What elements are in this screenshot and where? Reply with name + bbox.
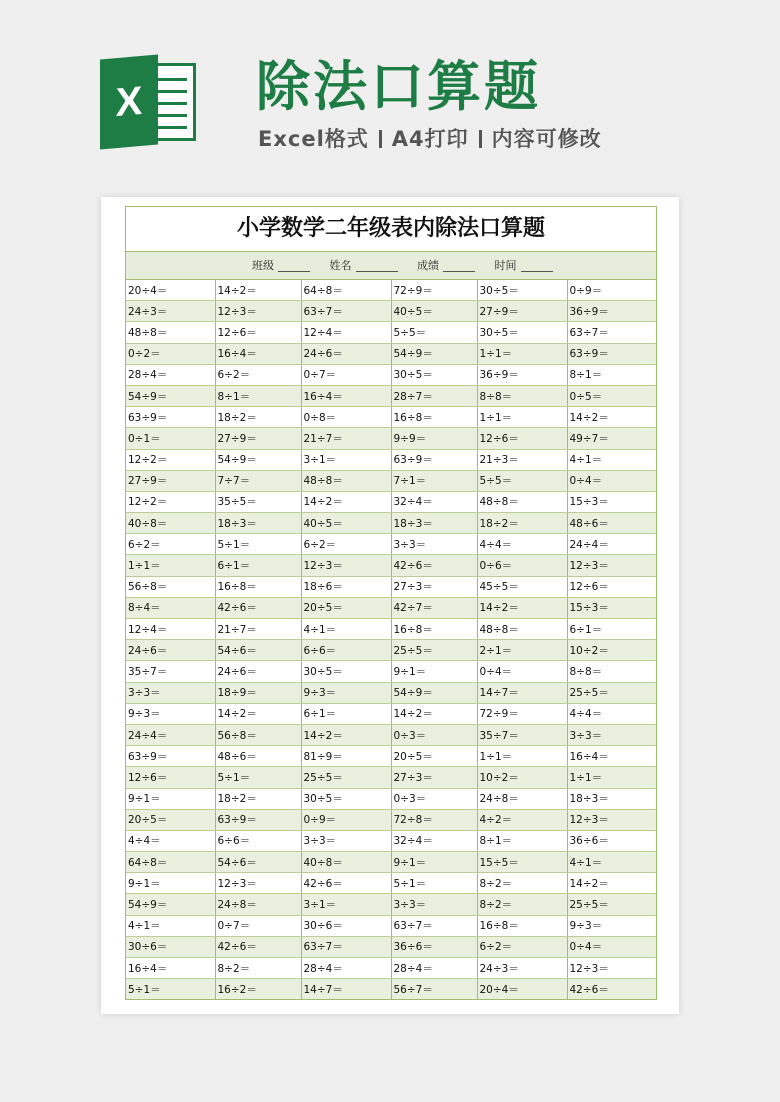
- problem-row: [126, 873, 656, 894]
- problem-cell[interactable]: 63÷7＝: [567, 322, 656, 343]
- problem-cell[interactable]: 0÷9＝: [567, 280, 656, 301]
- problem-cell[interactable]: 18÷3＝: [391, 513, 477, 534]
- problem-cell[interactable]: 36÷9＝: [567, 301, 656, 322]
- problem-cell[interactable]: 9÷1＝: [126, 873, 215, 894]
- problem-cell[interactable]: 12÷2＝: [126, 449, 215, 470]
- problem-cell[interactable]: 12÷4＝: [126, 619, 215, 640]
- problem-cell[interactable]: 40÷8＝: [301, 852, 391, 873]
- problem-cell[interactable]: 12÷6＝: [477, 428, 567, 449]
- problem-cell[interactable]: 9÷3＝: [301, 682, 391, 703]
- problem-cell[interactable]: 2÷1＝: [477, 640, 567, 661]
- excel-logo-letter: X: [100, 54, 158, 149]
- problem-cell[interactable]: 14÷2＝: [567, 873, 656, 894]
- problem-cell[interactable]: 24÷3＝: [477, 958, 567, 979]
- problem-row: [126, 682, 656, 703]
- problem-cell[interactable]: 25÷5＝: [567, 894, 656, 915]
- problem-cell[interactable]: 12÷4＝: [301, 322, 391, 343]
- problem-row: [126, 555, 656, 576]
- problem-cell[interactable]: 10÷2＝: [477, 767, 567, 788]
- problem-cell[interactable]: 63÷9＝: [126, 407, 215, 428]
- problem-cell[interactable]: 12÷2＝: [126, 491, 215, 512]
- problem-row: [126, 576, 656, 597]
- worksheet-title: 小学数学二年级表内除法口算题: [126, 207, 656, 252]
- problem-cell[interactable]: 63÷7＝: [301, 301, 391, 322]
- problem-cell[interactable]: 5÷1＝: [215, 534, 301, 555]
- problem-row: [126, 597, 656, 618]
- time-label: 时间: [494, 259, 517, 272]
- problem-row: [126, 724, 656, 745]
- problem-row: [126, 491, 656, 512]
- problem-cell[interactable]: 12÷3＝: [301, 555, 391, 576]
- problem-cell[interactable]: 27÷3＝: [391, 576, 477, 597]
- score-label: 成绩: [417, 259, 439, 272]
- problem-cell[interactable]: 16÷4＝: [301, 385, 391, 406]
- problem-cell[interactable]: 42÷6＝: [567, 979, 656, 1000]
- problem-cell[interactable]: 14÷2＝: [567, 407, 656, 428]
- problem-cell[interactable]: 16÷8＝: [391, 619, 477, 640]
- problem-cell[interactable]: 48÷8＝: [477, 491, 567, 512]
- problem-cell[interactable]: 14÷7＝: [301, 979, 391, 1000]
- page-title: 除法口算题: [256, 55, 541, 118]
- problem-cell[interactable]: 18÷9＝: [215, 682, 301, 703]
- problem-cell[interactable]: 14÷7＝: [477, 682, 567, 703]
- problem-cell[interactable]: 14÷2＝: [215, 280, 301, 301]
- separator: [479, 130, 482, 148]
- problem-cell[interactable]: 16÷4＝: [215, 343, 301, 364]
- problem-cell[interactable]: 20÷5＝: [391, 746, 477, 767]
- problem-cell[interactable]: 12÷3＝: [215, 301, 301, 322]
- problem-cell[interactable]: 28÷4＝: [126, 364, 215, 385]
- problem-cell[interactable]: 42÷7＝: [391, 597, 477, 618]
- problem-cell[interactable]: 21÷7＝: [301, 428, 391, 449]
- problem-cell[interactable]: 12÷3＝: [567, 809, 656, 830]
- problem-row: [126, 364, 656, 385]
- problem-cell[interactable]: 16÷2＝: [215, 979, 301, 1000]
- problem-cell[interactable]: 0÷7＝: [215, 915, 301, 936]
- problem-cell[interactable]: 9÷1＝: [391, 852, 477, 873]
- problem-cell[interactable]: 12÷3＝: [567, 958, 656, 979]
- problem-cell[interactable]: 0÷2＝: [126, 343, 215, 364]
- worksheet: [125, 206, 657, 1000]
- problem-cell[interactable]: 36÷6＝: [391, 936, 477, 957]
- problem-cell[interactable]: 9÷3＝: [126, 703, 215, 724]
- subtitle-editable: 内容可修改: [491, 127, 602, 151]
- problem-cell[interactable]: 14÷2＝: [215, 703, 301, 724]
- problem-cell[interactable]: 30÷5＝: [391, 364, 477, 385]
- problem-cell[interactable]: 6÷1＝: [215, 555, 301, 576]
- problem-row: [126, 470, 656, 491]
- problem-cell[interactable]: 30÷5＝: [301, 788, 391, 809]
- problem-cell[interactable]: 15÷3＝: [567, 597, 656, 618]
- problem-cell[interactable]: 30÷6＝: [301, 915, 391, 936]
- problem-row: [126, 661, 656, 682]
- problem-cell[interactable]: 0÷3＝: [391, 724, 477, 745]
- problem-cell[interactable]: 4÷1＝: [567, 449, 656, 470]
- problem-row: [126, 958, 656, 979]
- problem-cell[interactable]: 45÷5＝: [477, 576, 567, 597]
- problem-cell[interactable]: 18÷3＝: [215, 513, 301, 534]
- problem-cell[interactable]: 6÷2＝: [215, 364, 301, 385]
- problem-cell[interactable]: 4÷4＝: [567, 703, 656, 724]
- problem-cell[interactable]: 10÷2＝: [567, 640, 656, 661]
- problem-row: [126, 936, 656, 957]
- problem-row: [126, 852, 656, 873]
- problem-cell[interactable]: 12÷3＝: [215, 873, 301, 894]
- problem-cell[interactable]: 54÷9＝: [391, 343, 477, 364]
- worksheet-paper: [101, 197, 679, 1014]
- problem-cell[interactable]: 3÷3＝: [391, 894, 477, 915]
- problem-cell[interactable]: 56÷8＝: [215, 724, 301, 745]
- problem-cell[interactable]: 6÷2＝: [126, 534, 215, 555]
- problem-cell[interactable]: 24÷6＝: [126, 640, 215, 661]
- problem-cell[interactable]: 63÷7＝: [391, 915, 477, 936]
- problem-cell[interactable]: 42÷6＝: [215, 936, 301, 957]
- time-blank[interactable]: [521, 259, 553, 272]
- problem-row: [126, 449, 656, 470]
- problem-cell[interactable]: 6÷1＝: [301, 703, 391, 724]
- problem-row: [126, 767, 656, 788]
- problem-cell[interactable]: 30÷6＝: [126, 936, 215, 957]
- problem-row: [126, 809, 656, 830]
- problem-cell[interactable]: 6÷1＝: [567, 619, 656, 640]
- problem-cell[interactable]: 16÷4＝: [567, 746, 656, 767]
- problem-row: [126, 322, 656, 343]
- problem-cell[interactable]: 3÷3＝: [126, 682, 215, 703]
- problem-cell[interactable]: 6÷2＝: [301, 534, 391, 555]
- problem-cell[interactable]: 36÷9＝: [477, 364, 567, 385]
- problem-cell[interactable]: 27÷9＝: [477, 301, 567, 322]
- problem-cell[interactable]: 28÷4＝: [301, 958, 391, 979]
- problem-cell[interactable]: 42÷6＝: [215, 597, 301, 618]
- problem-cell[interactable]: 5÷5＝: [391, 322, 477, 343]
- problem-cell[interactable]: 14÷2＝: [477, 597, 567, 618]
- problem-cell[interactable]: 4÷1＝: [301, 619, 391, 640]
- problem-cell[interactable]: 54÷9＝: [126, 894, 215, 915]
- problem-cell[interactable]: 12÷3＝: [567, 555, 656, 576]
- problem-row: [126, 788, 656, 809]
- class-blank[interactable]: [278, 259, 310, 272]
- problem-cell[interactable]: 48÷8＝: [301, 470, 391, 491]
- problem-cell[interactable]: 48÷6＝: [215, 746, 301, 767]
- page-subtitle: [258, 124, 602, 154]
- problem-cell[interactable]: 1÷1＝: [126, 555, 215, 576]
- problem-row: [126, 915, 656, 936]
- problem-row: [126, 280, 656, 301]
- problem-row: [126, 894, 656, 915]
- problem-cell[interactable]: 24÷6＝: [215, 661, 301, 682]
- problem-cell[interactable]: 36÷6＝: [567, 830, 656, 851]
- problem-cell[interactable]: 0÷8＝: [301, 407, 391, 428]
- problem-cell[interactable]: 3÷1＝: [301, 449, 391, 470]
- problem-cell[interactable]: 16÷4＝: [126, 958, 215, 979]
- problem-cell[interactable]: 8÷2＝: [215, 958, 301, 979]
- problem-cell[interactable]: 30÷5＝: [477, 322, 567, 343]
- problems-table: [126, 280, 656, 999]
- problem-cell[interactable]: 1÷1＝: [477, 407, 567, 428]
- problem-cell[interactable]: 28÷4＝: [391, 958, 477, 979]
- problem-cell[interactable]: 0÷4＝: [477, 661, 567, 682]
- problem-cell[interactable]: 35÷7＝: [126, 661, 215, 682]
- problem-row: [126, 640, 656, 661]
- problem-cell[interactable]: 20÷5＝: [126, 809, 215, 830]
- problem-cell[interactable]: 5÷1＝: [391, 873, 477, 894]
- problem-cell[interactable]: 54÷9＝: [126, 385, 215, 406]
- problem-cell[interactable]: 4÷4＝: [477, 534, 567, 555]
- problem-cell[interactable]: 72÷9＝: [391, 280, 477, 301]
- problem-cell[interactable]: 9÷1＝: [391, 661, 477, 682]
- problem-cell[interactable]: 20÷5＝: [301, 597, 391, 618]
- problem-cell[interactable]: 0÷7＝: [301, 364, 391, 385]
- problem-row: [126, 385, 656, 406]
- problem-cell[interactable]: 15÷5＝: [477, 852, 567, 873]
- problem-cell[interactable]: 27÷9＝: [126, 470, 215, 491]
- problem-cell[interactable]: 54÷9＝: [391, 682, 477, 703]
- problem-cell[interactable]: 63÷9＝: [126, 746, 215, 767]
- problem-cell[interactable]: 18÷2＝: [215, 407, 301, 428]
- problem-cell[interactable]: 8÷1＝: [215, 385, 301, 406]
- problem-cell[interactable]: 40÷8＝: [126, 513, 215, 534]
- problem-cell[interactable]: 64÷8＝: [126, 852, 215, 873]
- problem-row: [126, 301, 656, 322]
- problem-cell[interactable]: 6÷2＝: [477, 936, 567, 957]
- problem-cell[interactable]: 20÷4＝: [126, 280, 215, 301]
- problem-cell[interactable]: 6÷6＝: [215, 830, 301, 851]
- problem-cell[interactable]: 24÷8＝: [477, 788, 567, 809]
- problem-cell[interactable]: 18÷2＝: [215, 788, 301, 809]
- problem-cell[interactable]: 0÷9＝: [301, 809, 391, 830]
- excel-logo-icon: [100, 57, 200, 147]
- problem-row: [126, 534, 656, 555]
- problem-row: [126, 703, 656, 724]
- problem-cell[interactable]: 56÷7＝: [391, 979, 477, 1000]
- problem-cell[interactable]: 4÷4＝: [126, 830, 215, 851]
- problem-cell[interactable]: 1÷1＝: [477, 746, 567, 767]
- problem-cell[interactable]: 25÷5＝: [567, 682, 656, 703]
- problem-cell[interactable]: 30÷5＝: [477, 280, 567, 301]
- class-label: 班级: [252, 259, 274, 272]
- problem-cell[interactable]: 0÷6＝: [477, 555, 567, 576]
- problem-cell[interactable]: 24÷3＝: [126, 301, 215, 322]
- problem-cell[interactable]: 1÷1＝: [477, 343, 567, 364]
- problem-cell[interactable]: 8÷2＝: [477, 873, 567, 894]
- problem-cell[interactable]: 4÷1＝: [567, 852, 656, 873]
- problem-cell[interactable]: 25÷5＝: [391, 640, 477, 661]
- problem-cell[interactable]: 27÷9＝: [215, 428, 301, 449]
- problem-cell[interactable]: 30÷5＝: [301, 661, 391, 682]
- problem-cell[interactable]: 3÷1＝: [301, 894, 391, 915]
- problem-cell[interactable]: 18÷2＝: [477, 513, 567, 534]
- problem-cell[interactable]: 8÷8＝: [567, 661, 656, 682]
- name-label: 姓名: [329, 259, 352, 272]
- problem-cell[interactable]: 56÷8＝: [126, 576, 215, 597]
- problem-cell[interactable]: 24÷4＝: [126, 724, 215, 745]
- problem-cell[interactable]: 63÷9＝: [391, 449, 477, 470]
- problem-cell[interactable]: 48÷8＝: [126, 322, 215, 343]
- problem-cell[interactable]: 15÷3＝: [567, 491, 656, 512]
- problem-cell[interactable]: 12÷6＝: [567, 576, 656, 597]
- problem-cell[interactable]: 24÷6＝: [301, 343, 391, 364]
- problem-cell[interactable]: 5÷1＝: [126, 979, 215, 1000]
- problem-cell[interactable]: 16÷8＝: [477, 915, 567, 936]
- problem-cell[interactable]: 14÷2＝: [301, 491, 391, 512]
- problem-cell[interactable]: 28÷7＝: [391, 385, 477, 406]
- problem-cell[interactable]: 0÷3＝: [391, 788, 477, 809]
- problem-cell[interactable]: 35÷7＝: [477, 724, 567, 745]
- problem-cell[interactable]: 0÷4＝: [567, 470, 656, 491]
- problem-cell[interactable]: 5÷5＝: [477, 470, 567, 491]
- problem-cell[interactable]: 8÷2＝: [477, 894, 567, 915]
- problem-cell[interactable]: 63÷9＝: [567, 343, 656, 364]
- problem-cell[interactable]: 21÷7＝: [215, 619, 301, 640]
- problem-cell[interactable]: 48÷8＝: [477, 619, 567, 640]
- problem-cell[interactable]: 27÷3＝: [391, 767, 477, 788]
- problem-cell[interactable]: 3÷3＝: [391, 534, 477, 555]
- problem-cell[interactable]: 7÷1＝: [391, 470, 477, 491]
- problem-cell[interactable]: 0÷5＝: [567, 385, 656, 406]
- problem-cell[interactable]: 72÷8＝: [391, 809, 477, 830]
- problem-cell[interactable]: 3÷3＝: [301, 830, 391, 851]
- problem-cell[interactable]: 40÷5＝: [391, 301, 477, 322]
- problem-cell[interactable]: 24÷4＝: [567, 534, 656, 555]
- problem-cell[interactable]: 40÷5＝: [301, 513, 391, 534]
- problem-cell[interactable]: 64÷8＝: [301, 280, 391, 301]
- problem-cell[interactable]: 8÷1＝: [477, 830, 567, 851]
- subtitle-print: A4打印: [391, 127, 469, 151]
- problem-cell[interactable]: 9÷3＝: [567, 915, 656, 936]
- problem-cell[interactable]: 18÷6＝: [301, 576, 391, 597]
- problem-cell[interactable]: 54÷9＝: [215, 449, 301, 470]
- problem-cell[interactable]: 0÷4＝: [567, 936, 656, 957]
- problem-cell[interactable]: 9÷9＝: [391, 428, 477, 449]
- student-info-row: [126, 252, 656, 280]
- problem-cell[interactable]: 8÷1＝: [567, 364, 656, 385]
- problem-cell[interactable]: 72÷9＝: [477, 703, 567, 724]
- problem-cell[interactable]: 12÷6＝: [215, 322, 301, 343]
- problem-cell[interactable]: 5÷1＝: [215, 767, 301, 788]
- problem-cell[interactable]: 8÷8＝: [477, 385, 567, 406]
- score-blank[interactable]: [443, 259, 475, 272]
- problem-cell[interactable]: 54÷6＝: [215, 640, 301, 661]
- problem-row: [126, 979, 656, 1000]
- problem-row: [126, 619, 656, 640]
- separator: [379, 130, 382, 148]
- problem-row: [126, 513, 656, 534]
- problem-cell[interactable]: 16÷8＝: [215, 576, 301, 597]
- problem-row: [126, 407, 656, 428]
- problem-cell[interactable]: 20÷4＝: [477, 979, 567, 1000]
- subtitle-format: Excel格式: [258, 127, 369, 151]
- problem-cell[interactable]: 4÷2＝: [477, 809, 567, 830]
- problem-cell[interactable]: 14÷2＝: [301, 724, 391, 745]
- problem-cell[interactable]: 35÷5＝: [215, 491, 301, 512]
- problem-cell[interactable]: 63÷7＝: [301, 936, 391, 957]
- problem-cell[interactable]: 63÷9＝: [215, 809, 301, 830]
- problem-cell[interactable]: 54÷6＝: [215, 852, 301, 873]
- name-blank[interactable]: [356, 259, 398, 272]
- problem-row: [126, 343, 656, 364]
- problem-cell[interactable]: 18÷3＝: [567, 788, 656, 809]
- problem-cell[interactable]: 48÷6＝: [567, 513, 656, 534]
- problem-cell[interactable]: 24÷8＝: [215, 894, 301, 915]
- problem-cell[interactable]: 42÷6＝: [301, 873, 391, 894]
- problem-cell[interactable]: 1÷1＝: [567, 767, 656, 788]
- problem-cell[interactable]: 4÷1＝: [126, 915, 215, 936]
- problem-cell[interactable]: 14÷2＝: [391, 703, 477, 724]
- problem-cell[interactable]: 8÷4＝: [126, 597, 215, 618]
- problem-row: [126, 428, 656, 449]
- problem-cell[interactable]: 21÷3＝: [477, 449, 567, 470]
- problem-cell[interactable]: 7÷7＝: [215, 470, 301, 491]
- problem-cell[interactable]: 9÷1＝: [126, 788, 215, 809]
- problem-cell[interactable]: 12÷6＝: [126, 767, 215, 788]
- problem-row: [126, 830, 656, 851]
- problem-cell[interactable]: 6÷6＝: [301, 640, 391, 661]
- problem-cell[interactable]: 25÷5＝: [301, 767, 391, 788]
- problem-cell[interactable]: 81÷9＝: [301, 746, 391, 767]
- problem-cell[interactable]: 42÷6＝: [391, 555, 477, 576]
- problem-cell[interactable]: 3÷3＝: [567, 724, 656, 745]
- problem-cell[interactable]: 16÷8＝: [391, 407, 477, 428]
- problem-cell[interactable]: 0÷1＝: [126, 428, 215, 449]
- problem-cell[interactable]: 32÷4＝: [391, 830, 477, 851]
- problem-cell[interactable]: 32÷4＝: [391, 491, 477, 512]
- problem-row: [126, 746, 656, 767]
- problem-cell[interactable]: 49÷7＝: [567, 428, 656, 449]
